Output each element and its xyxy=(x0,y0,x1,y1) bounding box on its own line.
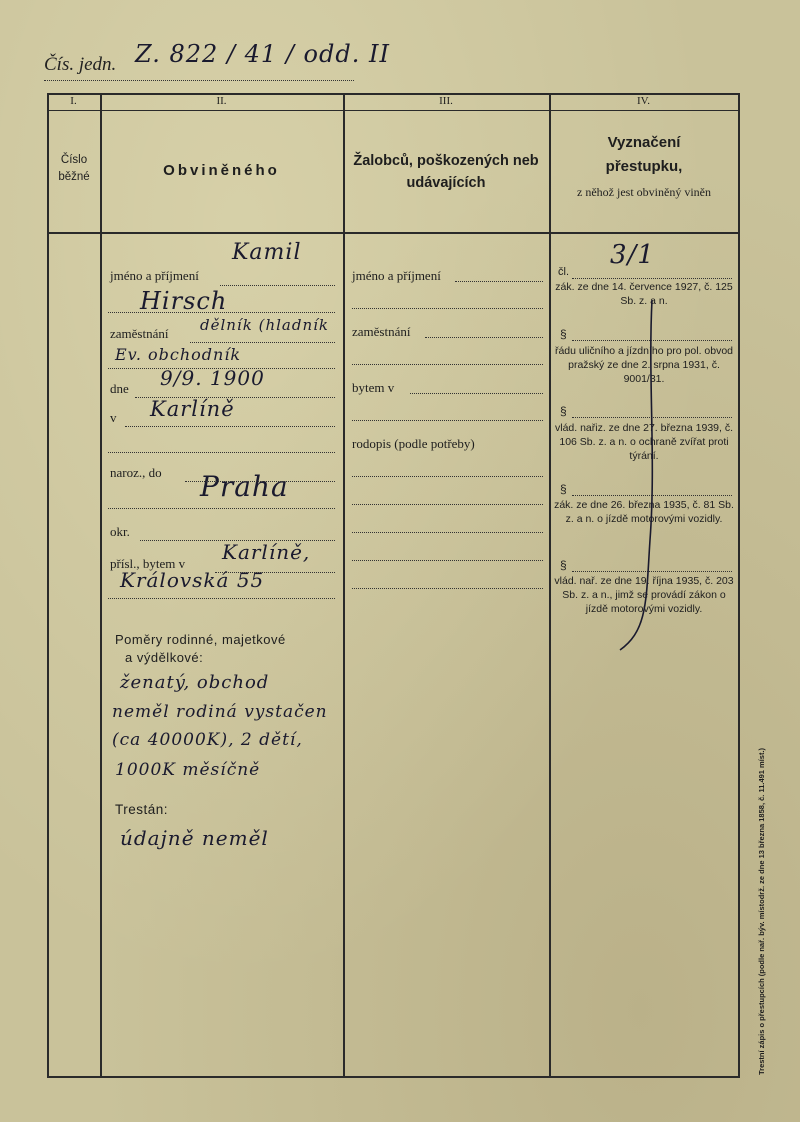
col4-cl-line xyxy=(572,278,732,279)
col2-v-line2 xyxy=(108,452,335,453)
col3-jmeno-line xyxy=(455,281,543,282)
col4-par-line-3 xyxy=(572,417,732,418)
col-number-1: I. xyxy=(70,95,77,107)
col-header-vyznaceni: Vyznačení přestupku, xyxy=(605,134,683,175)
col2-pomery-line-4: 1000K měsíčně xyxy=(115,760,261,780)
col3-jmeno-label: jméno a příjmení xyxy=(352,268,441,283)
col4-par-symbol-5: § xyxy=(560,558,567,572)
header-bottom-border xyxy=(47,232,740,234)
col4-law-4: zák. ze dne 26. března 1935, č. 81 Sb. z. a n. o jízdě motorovými vozidly. xyxy=(554,499,734,525)
col4-par-symbol-2: § xyxy=(560,327,567,341)
col2-naroz-line2 xyxy=(108,508,335,509)
col2-pomery-label2: a výdělkové: xyxy=(125,650,204,665)
col2-zamestnani-line xyxy=(190,342,335,343)
col3-rodopis-label: rodopis (podle potřeby) xyxy=(352,436,475,451)
col2-v-line xyxy=(125,426,335,427)
col3-rodopis-line-4 xyxy=(352,560,543,561)
col-header-vyznaceni-sub: z něhož jest obviněný viněn xyxy=(577,185,711,199)
cis-jedn-label: Čís. jedn. xyxy=(44,54,117,75)
cis-jedn-value: Z. 822 / 41 / odd. II xyxy=(135,40,390,68)
col2-prisl-value: Karlíně, xyxy=(222,540,311,564)
col2-okr-label: okr. xyxy=(110,524,130,539)
col2-prisl-line2 xyxy=(108,598,335,599)
col-header-cislo: Číslo běžné xyxy=(58,154,90,183)
col-header-zalobcu: Žalobců, poškozených neb udávajících xyxy=(353,153,539,191)
col2-trestan-value: údajně neměl xyxy=(120,826,269,850)
col2-dne-label: dne xyxy=(110,381,129,396)
col2-trestan-label: Trestán: xyxy=(115,802,169,817)
col3-rodopis-line-5 xyxy=(352,588,543,589)
col2-v-label: v xyxy=(110,410,117,425)
col4-par-line-4 xyxy=(572,495,732,496)
col2-prisl-line xyxy=(215,572,335,573)
col4-par-symbol-4: § xyxy=(560,482,567,496)
col2-naroz-line xyxy=(185,481,335,482)
col2-prisl-label: přísl., bytem v xyxy=(110,556,186,571)
col3-zamestnani-label: zaměstnání xyxy=(352,324,411,339)
col-number-2: II. xyxy=(216,95,227,107)
col2-zamestnani-value2: Ev. obchodník xyxy=(115,345,242,364)
col3-bytem-line2 xyxy=(352,420,543,421)
col3-rodopis-line-3 xyxy=(352,532,543,533)
col4-cl-value: 3/1 xyxy=(610,240,655,270)
col3-rodopis-line-1 xyxy=(352,476,543,477)
col4-law-2: řádu uličního a jízdního pro pol. obvod pražský ze dne 2. srpna 1931, č. 9001/31. xyxy=(554,345,734,385)
col2-jmeno-label: jméno a příjmení xyxy=(110,268,199,283)
col-header-obvineneho: Obviněného xyxy=(163,162,280,179)
col3-jmeno-line2 xyxy=(352,308,543,309)
col-border-2 xyxy=(343,93,345,1076)
col3-bytem-line xyxy=(410,393,543,394)
col4-par-symbol-3: § xyxy=(560,404,567,418)
col2-pomery-line-3: (ca 40000K), 2 dětí, xyxy=(112,730,303,750)
col-border-3 xyxy=(549,93,551,1076)
col2-jmeno-last: Hirsch xyxy=(140,287,228,315)
side-note: Trestní zápis o přestupcích (podle nař. býv. místodrž. ze dne 13 března 1858, č. 11.491 míst.) xyxy=(757,747,766,1075)
col2-zamestnani-value: dělník (hladník xyxy=(200,316,329,334)
col2-v-value: Karlíně xyxy=(150,397,235,421)
col2-zamestnani-label: zaměstnání xyxy=(110,326,169,341)
col2-pomery-line-1: ženatý, obchod xyxy=(120,672,270,693)
col-border-1 xyxy=(100,93,102,1076)
col4-law-3: vlád. nařiz. ze dne 27. března 1939, č. 106 Sb. z. a n. o ochraně zvířat proti týrání. xyxy=(554,422,734,462)
col2-jmeno-line2 xyxy=(108,312,335,313)
column-number-divider xyxy=(47,110,740,111)
col2-naroz-label: naroz., do xyxy=(110,465,162,480)
cis-jedn-underline xyxy=(44,80,354,81)
col-number-3: III. xyxy=(439,95,453,107)
col3-zamestnani-line xyxy=(425,337,543,338)
col4-par-line-2 xyxy=(572,340,732,341)
col4-law-5: vlád. nař. ze dne 19. října 1935, č. 203 Sb. z. a n., jimž se provádí zákon o jízdě motorovými vozidly. xyxy=(554,575,734,615)
col2-jmeno-first: Kamil xyxy=(232,240,302,265)
col2-dne-value: 9/9. 1900 xyxy=(160,366,265,390)
col3-bytem-label: bytem v xyxy=(352,380,395,395)
col-border-right xyxy=(738,93,740,1076)
col-number-4: IV. xyxy=(637,95,650,107)
col2-pomery-label: Poměry rodinné, majetkové xyxy=(115,632,286,647)
col-border-left xyxy=(47,93,49,1076)
col4-par-line-5 xyxy=(572,571,732,572)
col2-naroz-value: Praha xyxy=(200,470,289,503)
col3-zamestnani-line2 xyxy=(352,364,543,365)
col2-prisl-value2: Královská 55 xyxy=(120,568,265,592)
table-bottom-border xyxy=(47,1076,740,1078)
col2-jmeno-line xyxy=(220,285,335,286)
col2-pomery-line-2: neměl rodiná vystačen xyxy=(112,702,328,722)
col3-rodopis-line-2 xyxy=(352,504,543,505)
col4-cl-label: čl. xyxy=(558,266,569,278)
col4-law-1: zák. ze dne 14. července 1927, č. 125 Sb. z. a n. xyxy=(555,281,733,307)
